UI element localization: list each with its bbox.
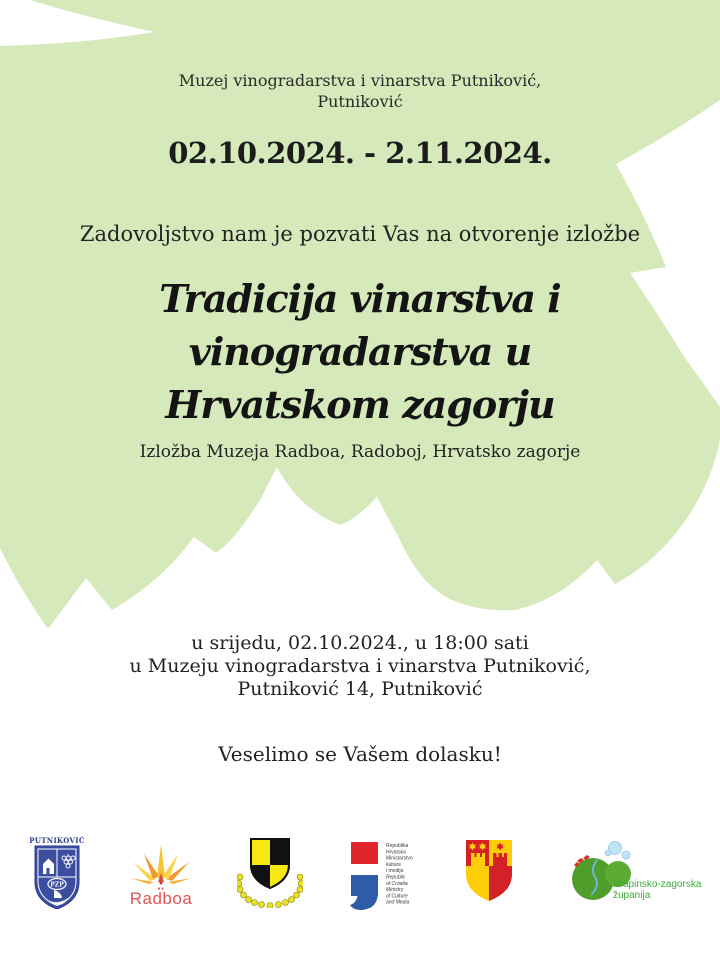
museum-header — [0, 70, 720, 112]
exhibition-title-line1: Tradicija vinarstva i — [159, 276, 561, 321]
ministry-line: of Croatia — [386, 880, 408, 887]
invitation-line: Zadovoljstvo nam je pozvati Vas na otvorenje izložbe — [79, 222, 641, 246]
ministry-line: i medija — [386, 868, 404, 875]
radoboj-coat-of-arms — [237, 838, 303, 908]
radoboj-shield — [251, 839, 289, 888]
ministry-line: and Media — [386, 899, 410, 906]
ministry-text-block — [386, 843, 413, 906]
closing-line: Veselimo se Vašem dolasku! — [218, 742, 502, 766]
exhibition-subtitle: Izložba Muzeja Radboa, Radoboj, Hrvatsko zagorje — [139, 442, 581, 462]
ministry-line: Republika — [386, 843, 409, 849]
ministry-line: Republic — [386, 874, 406, 881]
exhibition-date-range: 02.10.2024. - 2.11.2024. — [168, 136, 552, 170]
kzz-label-line2: županija — [613, 890, 651, 901]
ministry-line: kulture — [386, 861, 402, 868]
exhibition-title — [0, 272, 720, 431]
ministry-line: Ministry — [386, 887, 404, 894]
event-details-line2: u Muzeju vinogradarstva i vinarstva Putniković, — [129, 655, 591, 677]
kzz-label-line1: Krapinsko-zagorska — [613, 879, 702, 890]
radboa-museum-logo — [129, 842, 193, 910]
krapinsko-zagorska-zupanija-logo — [566, 838, 704, 904]
tower-icon-left — [471, 853, 485, 866]
bubbles-icon — [605, 842, 630, 860]
radboa-leaf-icon — [130, 844, 192, 885]
ministry-line: of Culture — [386, 893, 408, 900]
exhibition-title-line2: vinogradarstva u — [188, 329, 532, 374]
ministry-red-square — [351, 842, 378, 864]
putnikovic-museum-logo — [27, 835, 87, 909]
event-details-line1: u srijedu, 02.10.2024., u 18:00 sati — [191, 632, 529, 654]
county-coat-of-arms — [465, 839, 513, 903]
ministry-blue-comma — [350, 875, 378, 910]
tower-icon-right — [493, 853, 507, 866]
museum-header-line1: Muzej vinogradarstva i vinarstva Putniković, — [178, 71, 542, 90]
event-details — [0, 632, 720, 701]
exhibition-title-line3: Hrvatskom zagorju — [165, 382, 555, 427]
radboa-wordmark: Radboa — [129, 889, 193, 908]
ministry-line: Ministarstvo — [386, 855, 413, 862]
ministry-line: Hrvatska — [386, 849, 406, 856]
event-details-line3: Putniković 14, Putniković — [237, 678, 483, 700]
putnikovic-caption: PUTNIKOVIĆ — [29, 836, 85, 845]
putnikovic-monogram: PZP — [50, 881, 64, 889]
museum-header-line2: Putniković — [317, 92, 403, 111]
ministry-of-culture-logo — [349, 837, 445, 921]
